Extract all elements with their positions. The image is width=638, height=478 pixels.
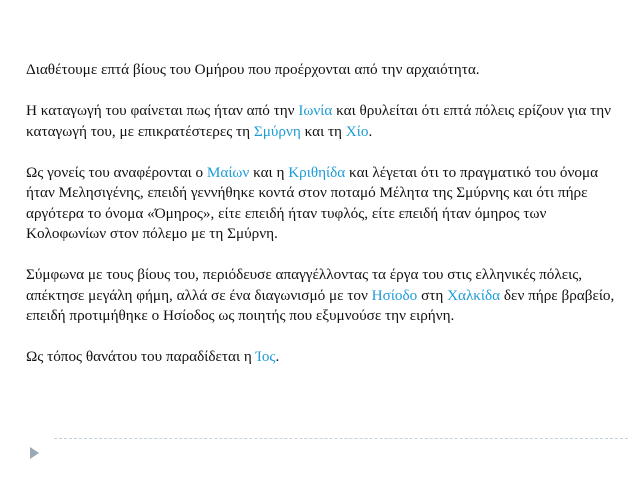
text-segment: Ως γονείς του αναφέρονται ο (26, 163, 207, 181)
text-segment: και τη (300, 122, 346, 140)
link-chalcis[interactable]: Χαλκίδα (447, 286, 501, 304)
text-segment: . (368, 122, 373, 140)
text-segment: δεν πήρε βραβείο, επειδή προτιμήθηκε ο Ησίοδος ως ποιητής που εξυμνούσε την ειρήνη. (26, 286, 615, 324)
link-hesiod[interactable]: Ησίοδο (371, 286, 418, 304)
text-segment: Ως τόπος θανάτου του παραδίδεται η (26, 348, 256, 365)
triangle-bullet-icon (30, 447, 39, 459)
link-ionia[interactable]: Ιωνία (294, 102, 333, 119)
text-segment: και θρυλείται ότι επτά πόλεις ερίζουν για την καταγωγή του, με επικρατέστερες τη (26, 102, 612, 140)
paragraph-travels (26, 265, 626, 327)
link-maion[interactable]: Μαίων (206, 163, 250, 181)
link-kritheida[interactable]: Κριθηίδα (288, 163, 346, 181)
paragraph-death (26, 347, 626, 368)
paragraph-origin (26, 101, 626, 142)
paragraph-intro: Διαθέτουμε επτά βίους του Ομήρου που προέρχονται από την αρχαιότητα. (26, 61, 480, 78)
text-segment: και η (249, 163, 289, 181)
paragraph-parents (26, 163, 626, 245)
link-chios[interactable]: Χίο (345, 122, 369, 140)
text-segment: . (275, 348, 280, 365)
link-smyrna[interactable]: Σμύρνη (253, 122, 301, 140)
slide-body (26, 60, 626, 388)
link-ios[interactable]: Ίος (255, 348, 276, 365)
text-segment: Η καταγωγή του φαίνεται πως ήταν από την (26, 102, 295, 119)
text-segment: στη (417, 286, 448, 304)
text-segment: Σύμφωνα με τους βίους του, περιόδευσε απαγγέλλοντας τα έργα του στις ελληνικές πόλεις, απέκτησε μεγάλη φήμη, αλλά σε ένα διαγωνισμό με τον (26, 266, 583, 304)
text-segment: και λέγεται ότι το πραγματικό του όνομα ήταν Μελησιγένης, επειδή γεννήθηκε κοντά στον ποταμό Μέλητα της Σμύρνης και ότι πήρε αργότερα το όνομα «Όμηρος», είτε επειδή ήταν τυφλός, είτε επειδή ήταν όμηρος των Κολοφωνίων στον πόλεμο με τη Σμύρνη. (26, 163, 599, 242)
footer-divider (54, 438, 628, 439)
